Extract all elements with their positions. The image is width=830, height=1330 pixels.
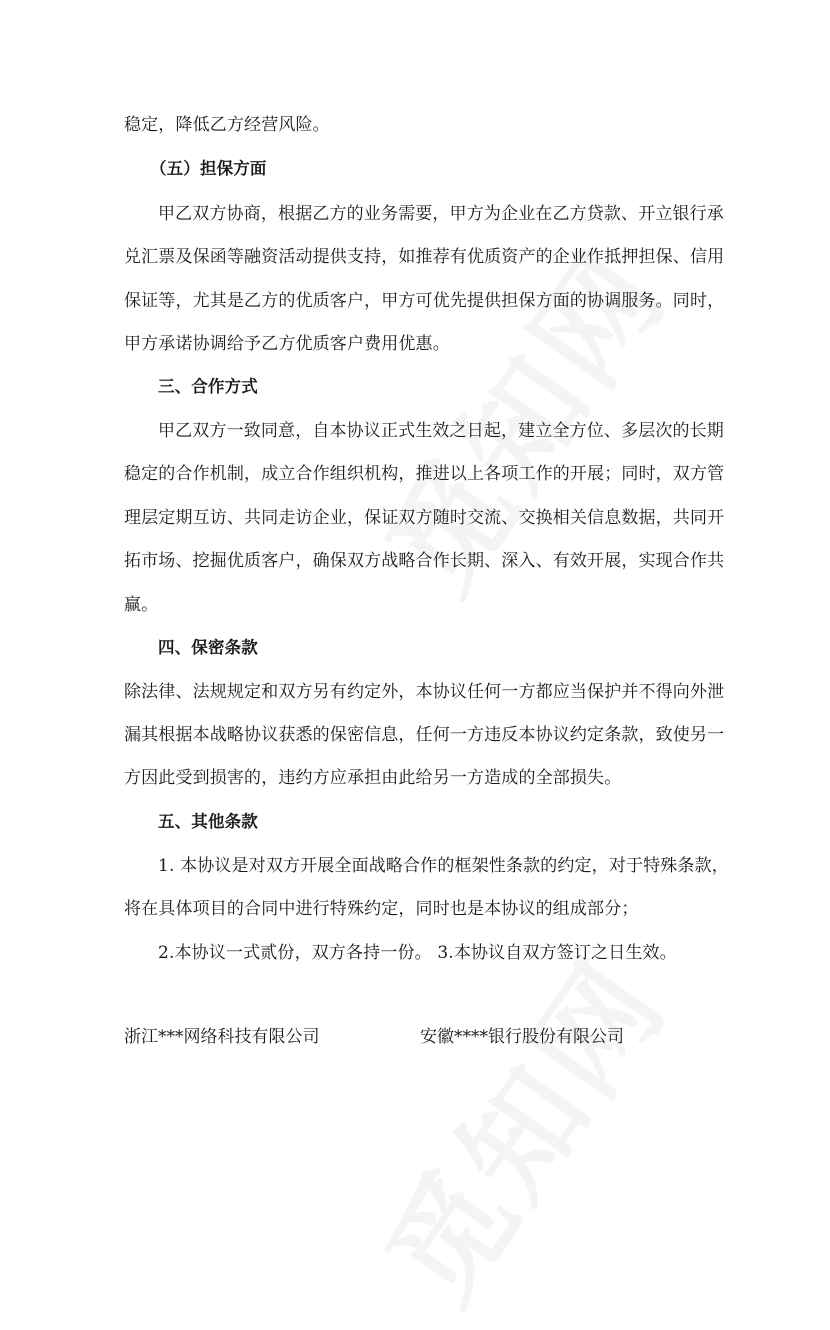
paragraph-line: 甲乙双方一致同意，自本协议正式生效之日起，建立全方位、多层次的长期 [158,421,724,441]
section-heading-confidentiality: 四、保密条款 [158,638,258,657]
paragraph-line: 理层定期互访、共同走访企业，保证双方随时交流、交换相关信息数据，共同开 [124,508,725,528]
paragraph-line: 甲方承诺协调给予乙方优质客户费用优惠。 [124,334,450,354]
section-heading-guarantee: （五）担保方面 [150,159,267,178]
watermark [340,922,698,1330]
section-heading-cooperation: 三、合作方式 [158,377,258,396]
paragraph-line: 稳定的合作机制，成立合作组织机构，推进以上各项工作的开展；同时，双方管 [124,464,725,484]
paragraph-line: 2.本协议一式贰份，双方各持一份。 3.本协议自双方签订之日生效。 [158,943,677,963]
signature-party-b: 安徽****银行股份有限公司 [420,1027,624,1047]
paragraph-line: 兑汇票及保函等融资活动提供支持，如推荐有优质资产的企业作抵押担保、信用 [124,247,725,267]
paragraph-line: 将在具体项目的合同中进行特殊约定，同时也是本协议的组成部分； [124,899,639,919]
paragraph-line: 甲乙双方协商，根据乙方的业务需要，甲方为企业在乙方贷款、开立银行承 [158,204,724,224]
paragraph-line: 赢。 [124,595,159,615]
paragraph-line: 稳定，降低乙方经营风险。 [124,115,330,135]
section-heading-other-terms: 五、其他条款 [158,812,258,831]
paragraph-line: 漏其根据本战略协议获悉的保密信息，任何一方违反本协议约定条款，致使另一 [124,725,725,745]
paragraph-line: 1. 本协议是对双方开展全面战略合作的框架性条款的约定，对于特殊条款， [158,856,729,876]
signature-party-a: 浙江***网络科技有限公司 [124,1027,320,1047]
paragraph-line: 方因此受到损害的，违约方应承担由此给另一方造成的全部损失。 [124,768,622,788]
paragraph-line: 保证等，尤其是乙方的优质客户，甲方可优先提供担保方面的协调服务。同时， [124,291,725,311]
paragraph-line: 除法律、法规规定和双方另有约定外，本协议任何一方都应当保护并不得向外泄 [124,682,725,702]
paragraph-line: 拓市场、挖掘优质客户，确保双方战略合作长期、深入、有效开展，实现合作共 [124,551,725,571]
